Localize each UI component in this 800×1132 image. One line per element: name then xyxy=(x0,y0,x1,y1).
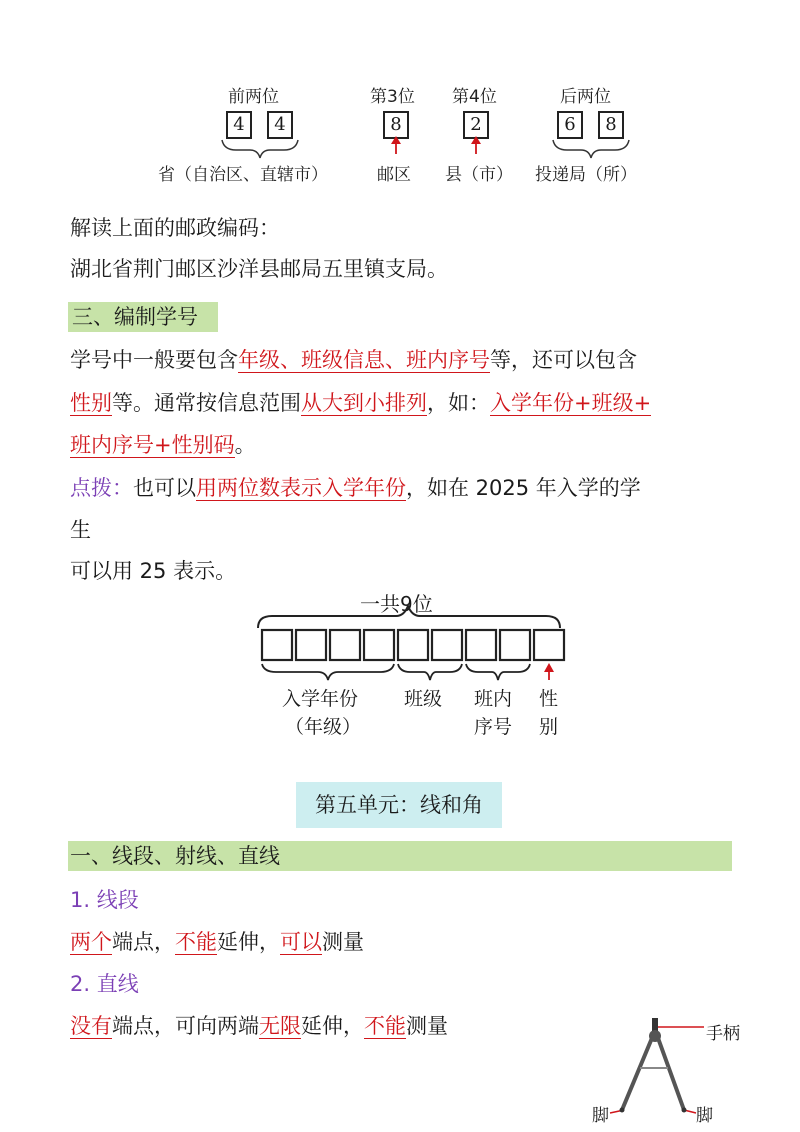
label-class: 班级 xyxy=(404,688,443,710)
digit-box: 8 xyxy=(383,111,409,139)
label-first-two: 前两位 xyxy=(228,87,279,107)
intro-line-1: 解读上面的邮政编码： xyxy=(70,216,280,240)
intro-line-2: 湖北省荆门邮区沙洋县邮局五里镇支局。 xyxy=(70,257,448,281)
section3-title: 三、编制学号 xyxy=(68,302,218,332)
item-straight-line-title: 2. 直线 xyxy=(70,972,139,996)
total-digits-label: 一共9位 xyxy=(360,592,433,616)
label-county: 县（市） xyxy=(445,165,513,185)
digit-box: 4 xyxy=(267,111,293,139)
label-grade: （年级） xyxy=(285,716,362,738)
section3-paragraph-line-3: 班内序号+性别码。 xyxy=(70,433,256,457)
digit-box: 8 xyxy=(598,111,624,139)
label-gender-1: 性 xyxy=(539,688,559,710)
tip-line-3: 可以用 25 表示。 xyxy=(70,559,237,583)
item-line-segment-title: 1. 线段 xyxy=(70,888,139,912)
item-line-segment-text: 两个端点，不能延伸，可以测量 xyxy=(70,930,364,954)
label-delivery-office: 投递局（所） xyxy=(535,165,637,185)
label-gender-2: 别 xyxy=(539,716,559,738)
section-lines-title: 一、线段、射线、直线 xyxy=(68,841,732,871)
section3-paragraph-line-1: 学号中一般要包含年级、班级信息、班内序号等，还可以包含 xyxy=(70,348,637,372)
tip-line-1: 点拨：也可以用两位数表示入学年份，如在 2025 年入学的学 xyxy=(70,476,641,500)
label-enrollment-year: 入学年份 xyxy=(282,688,359,710)
digit-box: 2 xyxy=(463,111,489,139)
label-class-seq-1: 班内 xyxy=(474,688,513,710)
digit-box: 4 xyxy=(226,111,252,139)
compass-foot-left-label: 脚 xyxy=(592,1106,609,1126)
label-province: 省（自治区、直辖市） xyxy=(158,165,328,185)
label-postal-district: 邮区 xyxy=(377,165,411,185)
section3-paragraph-line-2: 性别等。通常按信息范围从大到小排列，如：入学年份+班级+ xyxy=(70,391,652,415)
item-straight-line-text: 没有端点，可向两端无限延伸，不能测量 xyxy=(70,1014,448,1038)
label-last-two: 后两位 xyxy=(560,87,611,107)
label-third: 第3位 xyxy=(370,87,415,107)
tip-line-2: 生 xyxy=(70,518,91,542)
digit-box: 6 xyxy=(557,111,583,139)
label-class-seq-2: 序号 xyxy=(474,716,513,738)
unit-title: 第五单元：线和角 xyxy=(296,782,502,828)
compass-foot-right-label: 脚 xyxy=(696,1106,713,1126)
compass-handle-label: 手柄 xyxy=(706,1024,740,1044)
label-fourth: 第4位 xyxy=(452,87,497,107)
